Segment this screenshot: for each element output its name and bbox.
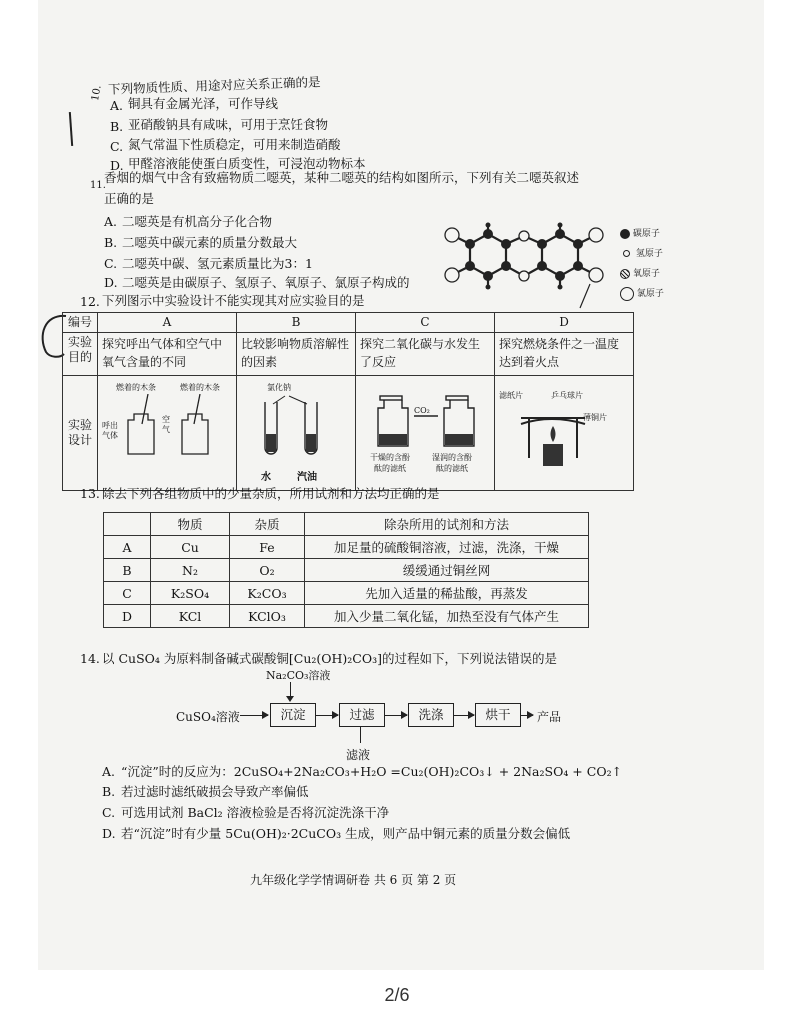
q14-option-c-key: C. — [102, 805, 116, 820]
q13-row-c-method: 先加入适量的稀盐酸，再蒸发 — [305, 582, 589, 605]
q13-header-impurity: 杂质 — [230, 513, 305, 536]
design-b-note-3: 汽油 — [297, 472, 317, 483]
design-c-note-3: 酞的滤纸 — [374, 464, 406, 473]
q12-number: 12. — [80, 294, 100, 309]
design-d-note-2: 乒乓球片 — [551, 391, 583, 400]
flow-step-precipitate: 沉淀 — [270, 703, 316, 727]
flow-reagent: Na₂CO₃溶液 — [266, 669, 331, 682]
q11-option-a-key: A. — [104, 214, 118, 229]
flow-arrow-1 — [240, 715, 268, 716]
q14-option-a-key: A. — [102, 764, 116, 779]
exam-footer: 九年级化学学情调研卷 共 6 页 第 2 页 — [250, 873, 457, 887]
q13-header-row — [104, 513, 589, 536]
flow-output: 产品 — [537, 710, 562, 724]
q11-option-b-key: B. — [104, 235, 118, 250]
design-b-note-1: 氯化钠 — [267, 383, 291, 392]
table-row — [104, 559, 589, 582]
flow-arrow-5 — [521, 715, 533, 716]
legend-oxygen — [620, 264, 664, 284]
table-row — [104, 582, 589, 605]
tripod-burner-icon — [515, 404, 595, 474]
legend-hydrogen — [620, 244, 664, 264]
q10-option-b-key: B. — [110, 119, 124, 134]
q14-option-b-key: B. — [102, 784, 116, 799]
q12-design-label-1: 实验 — [67, 418, 92, 432]
flow-side-output: 滤液 — [346, 748, 371, 762]
atom-legend — [620, 224, 664, 304]
flow-arrow-4 — [454, 715, 474, 716]
q13-row-b-key: B — [104, 559, 151, 582]
q13-number: 13. — [80, 486, 100, 501]
q11-number: 11. — [90, 180, 106, 191]
table-row — [104, 605, 589, 628]
design-d-note-1: 滤纸片 — [499, 391, 523, 400]
design-c-note-1: CO₂ — [414, 406, 430, 415]
q14-option-a: “沉淀”时的反应为：2CuSO₄+2Na₂CO₃+H₂O =Cu₂(OH)₂CO₃↓ + 2Na₂SO₄ + CO₂↑ — [121, 764, 623, 779]
q13-row-d-substance: KCl — [151, 605, 230, 628]
design-a-note-5: 空 — [162, 415, 170, 424]
design-a-note-2: 燃着的木条 — [180, 383, 220, 392]
q10-option-a-key: A. — [110, 98, 124, 113]
q13-row-b-method: 缓缓通过铜丝网 — [305, 559, 589, 582]
q14-number: 14. — [80, 651, 100, 666]
q13-row-d-key: D — [104, 605, 151, 628]
q12-design-d — [495, 376, 634, 491]
q11-option-c: 二噁英中碳、氢元素质量比为3：1 — [122, 256, 313, 271]
q12-col-d-key: D — [495, 313, 634, 333]
q13-stem: 除去下列各组物质中的少量杂质，所用试剂和方法均正确的是 — [102, 486, 440, 501]
q12-stem: 下列图示中实验设计不能实现其对应实验目的是 — [102, 293, 365, 308]
q11-option-d-key: D. — [104, 275, 118, 290]
q13-row-a-substance: Cu — [151, 536, 230, 559]
q13-row-a-key: A — [104, 536, 151, 559]
q10-option-c: 氮气常温下性质稳定，可用来制造硝酸 — [128, 137, 341, 152]
q12-goal-c: 探究二氧化碳与水发生了反应 — [356, 333, 495, 376]
legend-chlorine-label: 氯原子 — [636, 289, 664, 299]
q12-goal-label-1: 实验 — [67, 335, 92, 349]
gas-bottles-icon — [122, 394, 222, 464]
q11-option-b: 二噁英中碳元素的质量分数最大 — [122, 235, 298, 250]
q12-design-label-2: 设计 — [67, 433, 92, 447]
table-row — [104, 536, 589, 559]
carbon-atom-icon — [620, 229, 630, 239]
q14-option-d-key: D. — [102, 826, 116, 841]
flow-input: CuSO₄溶液 — [176, 710, 240, 724]
q13-row-d-impurity: KClO₃ — [230, 605, 305, 628]
design-c-note-4: 湿润的含酚 — [432, 453, 472, 462]
q11-option-a: 二噁英是有机高分子化合物 — [122, 214, 273, 229]
legend-chlorine — [620, 284, 664, 304]
legend-hydrogen-label: 氢原子 — [635, 249, 663, 259]
q14-option-c: 可选用试剂 BaCl₂ 溶液检验是否将沉淀洗涤干净 — [121, 805, 390, 820]
q14-option-d: 若“沉淀”时有少量 5Cu(OH)₂·2CuCO₃ 生成，则产品中铜元素的质量分数会偏低 — [121, 826, 571, 841]
flow-arrow-3 — [385, 715, 407, 716]
design-c-note-2: 干燥的含酚 — [370, 453, 410, 462]
q11-option-d: 二噁英是由碳原子、氢原子、氧原子、氯原子构成的 — [122, 275, 410, 290]
q12-goal-a: 探究呼出气体和空气中氧气含量的不同 — [98, 333, 237, 376]
flow-step-filter: 过滤 — [339, 703, 385, 727]
flow-arrow-2 — [316, 715, 338, 716]
q13-row-c-impurity: K₂CO₃ — [230, 582, 305, 605]
design-a-note-3: 呼出 — [102, 421, 118, 430]
q10-number: 10. — [90, 84, 104, 102]
q13-row-a-impurity: Fe — [230, 536, 305, 559]
q12-col-c-key: C — [356, 313, 495, 333]
q13-row-c-key: C — [104, 582, 151, 605]
q10-option-d-key: D. — [110, 158, 124, 173]
q13-row-d-method: 加入少量二氧化锰，加热至没有气体产生 — [305, 605, 589, 628]
q11-stem-line2: 正确的是 — [104, 191, 155, 206]
legend-carbon-label: 碳原子 — [632, 229, 660, 239]
page-indicator: 2/6 — [384, 985, 410, 1005]
q13-row-a-method: 加足量的硫酸铜溶液，过滤，洗涤，干燥 — [305, 536, 589, 559]
q12-design-c — [356, 376, 495, 491]
q12-goal-d: 探究燃烧条件之一温度达到着火点 — [495, 333, 634, 376]
q13-row-b-impurity: O₂ — [230, 559, 305, 582]
flow-step-dry: 烘干 — [475, 703, 521, 727]
flow-reagent-arrowhead — [286, 696, 294, 702]
q10-option-b: 亚硝酸钠具有咸味，可用于烹饪食物 — [128, 117, 329, 132]
legend-oxygen-label: 氧原子 — [632, 269, 660, 279]
flow-step-wash: 洗涤 — [408, 703, 454, 727]
design-a-note-1: 燃着的木条 — [116, 383, 156, 392]
flow-side-arrow — [360, 727, 361, 743]
q11-stem-line1: 香烟的烟气中含有致癌物质二噁英，某种二噁英的结构如图所示，下列有关二噁英叙述 — [104, 170, 580, 185]
q11-option-c-key: C. — [104, 256, 118, 271]
q12-goal-label-2: 目的 — [67, 350, 92, 364]
legend-carbon — [620, 224, 664, 244]
q12-design-label — [63, 376, 98, 491]
q10-stem: 下列物质性质、用途对应关系正确的是 — [107, 74, 321, 97]
q10-option-a: 铜具有金属光泽，可作导线 — [128, 96, 279, 111]
q12-goal-b: 比较影响物质溶解性的因素 — [237, 333, 356, 376]
test-tubes-icon — [255, 394, 325, 460]
q12-head-label: 编号 — [63, 313, 98, 333]
q13-row-c-substance: K₂SO₄ — [151, 582, 230, 605]
q13-impurity-table — [103, 512, 589, 628]
hydrogen-atom-icon — [623, 250, 630, 257]
q13-header-method: 除杂所用的试剂和方法 — [305, 513, 589, 536]
q13-row-b-substance: N₂ — [151, 559, 230, 582]
q13-header-blank — [104, 513, 151, 536]
q12-col-b-key: B — [237, 313, 356, 333]
dioxin-structure-diagram — [440, 222, 610, 310]
q12-design-b — [237, 376, 356, 491]
q10-option-d: 甲醛溶液能使蛋白质变性，可浸泡动物标本 — [128, 156, 366, 171]
oxygen-atom-icon — [620, 269, 630, 279]
design-a-note-6: 气 — [162, 425, 170, 434]
q12-design-a — [98, 376, 237, 491]
chlorine-atom-icon — [620, 287, 634, 301]
q10-option-c-key: C. — [110, 139, 124, 154]
design-d-note-3: 薄铜片 — [583, 413, 607, 422]
q12-goal-label — [63, 333, 98, 376]
q13-header-substance: 物质 — [151, 513, 230, 536]
design-b-note-2: 水 — [261, 472, 271, 483]
q14-stem: 以 CuSO₄ 为原料制备碱式碳酸铜[Cu₂(OH)₂CO₃]的过程如下，下列说法错误的是 — [102, 651, 557, 666]
q12-experiment-table — [62, 312, 634, 491]
q14-option-b: 若过滤时滤纸破损会导致产率偏低 — [121, 784, 309, 799]
design-c-note-5: 酞的滤纸 — [436, 464, 468, 473]
design-a-note-4: 气体 — [102, 431, 118, 440]
co2-bottles-icon — [374, 390, 484, 450]
q12-col-a-key: A — [98, 313, 237, 333]
